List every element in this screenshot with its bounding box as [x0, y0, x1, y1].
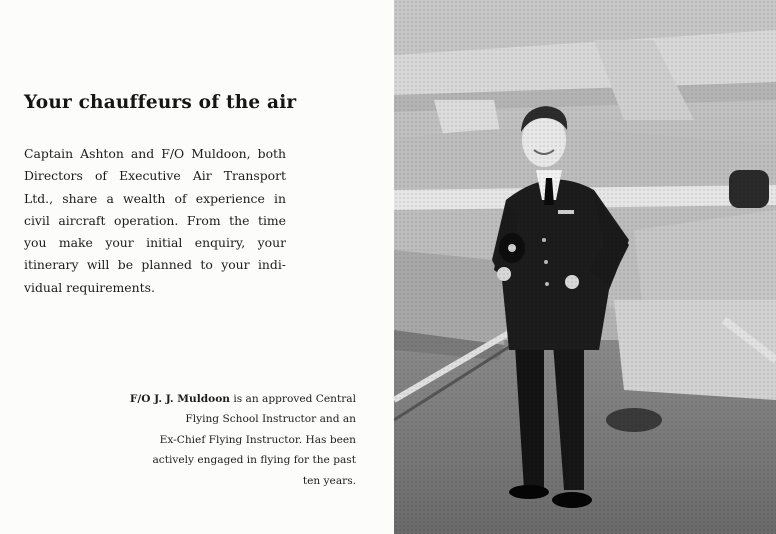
intro-line: Captain Ashton and F/O Muldoon, both: [24, 146, 286, 161]
caption-line: actively engaged in flying for the past: [152, 454, 356, 467]
pilot-photo: [394, 0, 776, 534]
intro-line: itinerary will be planned to your indi-: [24, 257, 286, 273]
caption-line: ten years.: [302, 474, 356, 487]
caption-line: [116, 389, 356, 409]
page-title: Your chauffeurs of the air: [24, 92, 297, 113]
caption-line-rest: is an approved Central: [229, 393, 356, 405]
caption-name: F/O J. J. Muldoon: [129, 393, 230, 405]
intro-line: civil aircraft operation. From the time: [24, 212, 286, 228]
intro-line: Ltd., share a wealth of experience in: [24, 190, 286, 206]
caption-line: Ex-Chief Flying Instructor. Has been: [159, 433, 356, 446]
pilot-photo-illustration: [394, 0, 776, 534]
caption-line: Flying School Instructor and an: [185, 413, 356, 426]
photo-caption: [116, 389, 356, 491]
intro-line: vidual requirements.: [24, 279, 155, 295]
intro-line: you make your initial enquiry, your: [24, 235, 286, 251]
intro-line: Directors of Executive Air Transport: [24, 168, 286, 184]
intro-paragraph: [24, 143, 286, 299]
